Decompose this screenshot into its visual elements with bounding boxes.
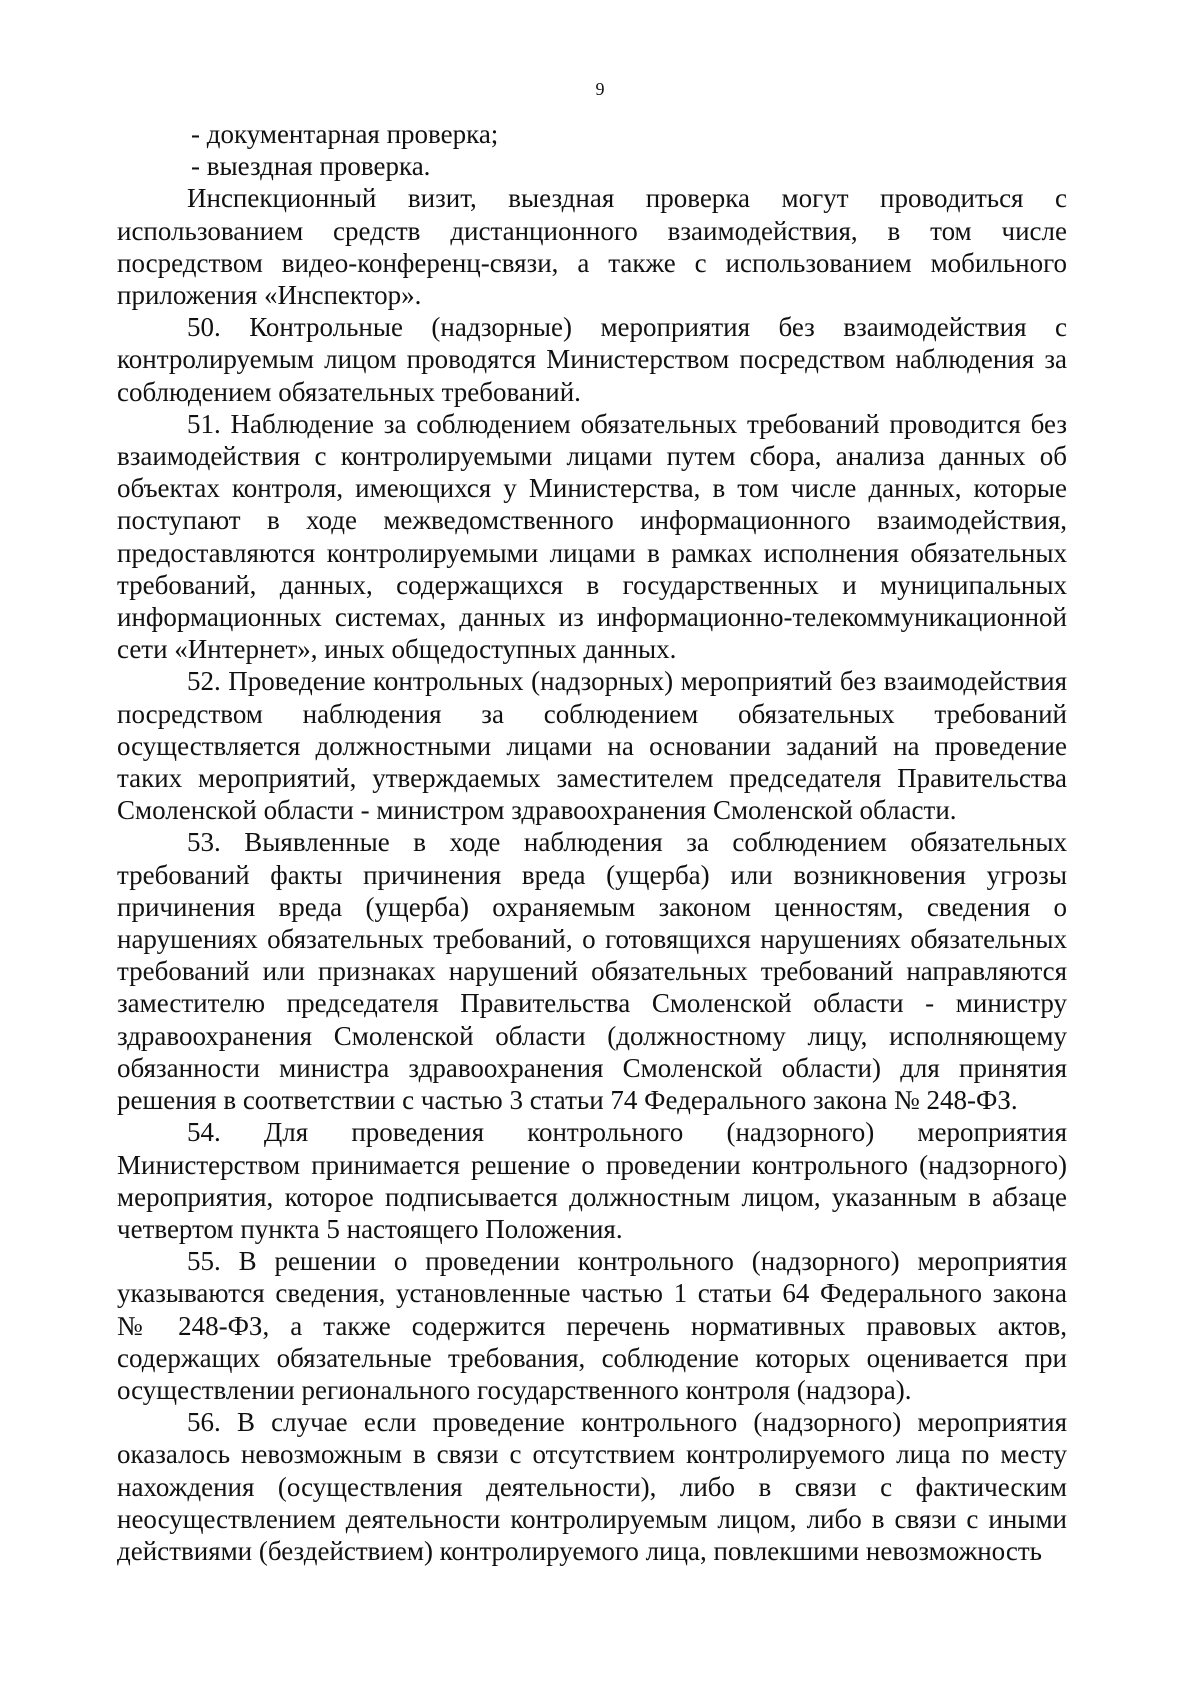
paragraph-50: 50. Контрольные (надзорные) мероприятия без взаимодействия с контролируемым лицом проводятся Министерством посредством наблюдения за соблюдением обязательных требований. [117, 312, 1067, 407]
document-body [117, 118, 1067, 1567]
paragraph-remote-interaction: Инспекционный визит, выездная проверка могут проводиться с использованием средств дистанционного взаимодействия, в том числе посредством видео-конференц-связи, а также с использованием мобильного приложения «Инспектор». [117, 183, 1067, 311]
paragraph-54: 54. Для проведения контрольного (надзорного) мероприятия Министерством принимается решение о проведении контрольного (надзорного) мероприятия, которое подписывается должностным лицом, указанным в абзаце четвертом пункта 5 настоящего Положения. [117, 1117, 1067, 1244]
paragraph-56: 56. В случае если проведение контрольного (надзорного) мероприятия оказалось невозможным в связи с отсутствием контролируемого лица по месту нахождения (осуществления деятельности), либо в связи с фактическим неосуществлением деятельности контролируемым лицом, либо в связи с иными действиями (бездействием) контролируемого лица, повлекшими невозможность [117, 1407, 1067, 1566]
paragraph-55: 55. В решении о проведении контрольного (надзорного) мероприятия указываются сведения, установленные частью 1 статьи 64 Федерального закона № 248-ФЗ, а также содержится перечень нормативных правовых актов, содержащих обязательные требования, соблюдение которых оценивается при осуществлении регионального государственного контроля (надзора). [117, 1246, 1067, 1405]
list-item-field-inspection: - выездная проверка. [191, 151, 431, 182]
paragraph-53: 53. Выявленные в ходе наблюдения за соблюдением обязательных требований факты причинения вреда (ущерба) или возникновения угрозы причинения вреда (ущерба) охраняемым законом ценностям, сведения о нарушениях обязательных требований, о готовящихся нарушениях обязательных требований или признаках нарушений обязательных требований направляются заместителю председателя Правительства Смоленской области - министру здравоохранения Смоленской области (должностному лицу, исполняющему обязанности министра здравоохранения Смоленской области) для принятия решения в соответствии с частью 3 статьи 74 Федерального закона № 248-ФЗ. [117, 827, 1067, 1116]
paragraph-52: 52. Проведение контрольных (надзорных) мероприятий без взаимодействия посредством наблюдения за соблюдением обязательных требований осуществляется должностными лицами на основании заданий на проведение таких мероприятий, утверждаемых заместителем председателя Правительства Смоленской области - министром здравоохранения Смоленской области. [117, 666, 1067, 826]
paragraph-51: 51. Наблюдение за соблюдением обязательных требований проводится без взаимодействия с контролируемыми лицами путем сбора, анализа данных об объектах контроля, имеющихся у Министерства, в том числе данных, которые поступают в ходе межведомственного информационного взаимодействия, предоставляются контролируемыми лицами в рамках исполнения обязательных требований, данных, содержащихся в государственных и муниципальных информационных системах, данных из информационно-телекоммуникационной сети «Интернет», иных общедоступных данных. [117, 408, 1067, 665]
page-number: 9 [595, 79, 605, 99]
list-item-documentary-inspection: - документарная проверка; [191, 119, 499, 149]
